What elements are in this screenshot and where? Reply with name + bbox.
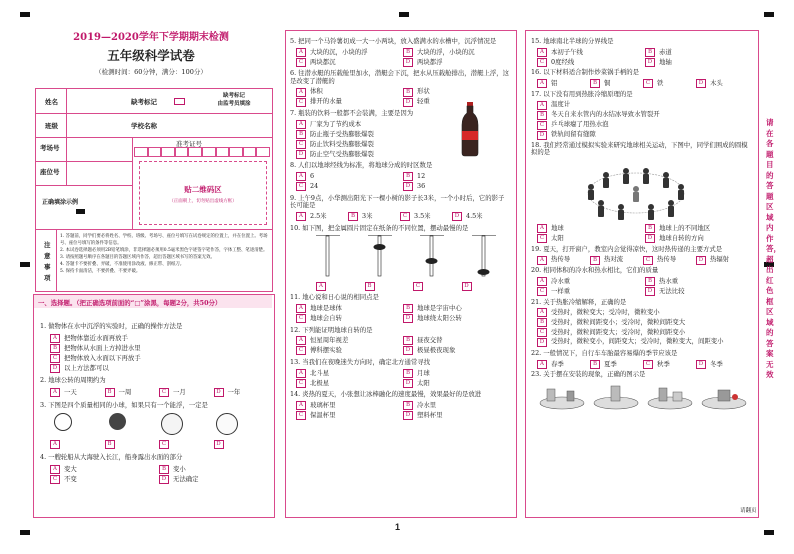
option[interactable]: B 3米 <box>348 212 400 222</box>
option[interactable]: A 变大 <box>50 464 159 474</box>
option[interactable]: A 大块的沉，小块的浮 <box>296 47 403 57</box>
question-22: 22. 一般情况下，自行车车胎最容易爆的季节应该是 <box>531 348 678 357</box>
option[interactable]: C 防止饮料受热膨胀爆裂 <box>296 139 510 149</box>
option[interactable]: D 一年 <box>214 388 269 398</box>
fill-example-label: 正确填涂示例 <box>42 199 79 206</box>
option[interactable]: C 排开的水量 <box>296 97 403 107</box>
option[interactable]: D <box>214 439 269 449</box>
pendulum-d-icon <box>472 235 496 276</box>
option[interactable]: A 厂家为了节约成本 <box>296 119 510 129</box>
question-block <box>290 38 510 421</box>
question-2: 2. 地球公转的周期约为 <box>40 376 106 385</box>
option[interactable]: C 秋季 <box>643 359 696 369</box>
option[interactable]: D 4.5米 <box>452 212 504 222</box>
section-1-heading: 一、选择题。（把正确选项前面的“□”涂黑，每题2分，共50分） <box>38 299 222 307</box>
barcode-note: （正面朝上，切勿贴出虚线方框） <box>169 199 237 204</box>
notice-item: 3. 请按照题号顺序在各题目的答题区域内作答，超出答题区域书写的答案无效。 <box>60 255 215 260</box>
question-block <box>40 323 268 484</box>
option[interactable]: B <box>365 281 414 291</box>
option[interactable]: B 一周 <box>105 388 160 398</box>
registration-mark <box>20 262 30 267</box>
option[interactable]: D 防止空气受热膨胀爆裂 <box>296 149 510 159</box>
option[interactable]: A 热传导 <box>537 255 590 265</box>
option[interactable]: B 夏季 <box>590 359 643 369</box>
exam-room-field[interactable] <box>67 139 127 159</box>
option[interactable]: B 热水重 <box>645 277 753 287</box>
question-block <box>531 38 753 411</box>
registration-mark <box>20 12 30 17</box>
question-3: 3. 下图是四个质量相同的小球，如果只有一个能浮，一定是 <box>40 400 208 409</box>
option[interactable]: D 地球绕太阳公转 <box>403 314 510 324</box>
option[interactable]: D 无法确定 <box>159 474 268 484</box>
option[interactable]: C 北极星 <box>296 378 403 388</box>
question-6: 6. 往潜水艇的压载舱里加水，潜艇会下沉，把水从压载舱排出，潜艇上浮，这是改变了潜艇的 <box>290 69 510 85</box>
exam-time-info: （检测时间：60分钟，满分：100分） <box>95 68 207 76</box>
ball-c-icon <box>161 413 183 435</box>
option[interactable]: C <box>413 281 462 291</box>
question-14: 14. 炎热的夏天，小张想让冰棒融化的速度最慢，效果最好的是放进 <box>290 390 482 399</box>
option[interactable]: C 0度经线 <box>537 57 645 67</box>
question-23: 23. 关于摆在安装的现象，正确的图示是 <box>531 370 646 379</box>
option[interactable]: C 受热时，微粒间距变大；受冷时，微粒间距变小 <box>537 328 753 338</box>
notice-label: 注意事项 <box>44 241 51 282</box>
exam-room-label: 考场号 <box>40 144 60 152</box>
option[interactable]: C 把物体放入水面以下再放手 <box>50 353 268 363</box>
class-field[interactable] <box>67 115 127 135</box>
option[interactable]: D 塑料杯里 <box>403 411 510 421</box>
option[interactable]: D 极昼极夜现象 <box>403 346 510 356</box>
option[interactable]: B 变小 <box>159 464 268 474</box>
ball-d-icon <box>216 413 238 435</box>
option[interactable]: C 傅科摆实验 <box>296 346 403 356</box>
option[interactable]: A <box>316 281 365 291</box>
question-17: 17. 以下没有用到热胀冷缩原理的是 <box>531 89 633 98</box>
experiment-b-icon <box>591 383 641 411</box>
question-16: 16. 以下材料适合制作炒菜锅手柄的是 <box>531 68 640 77</box>
option[interactable]: B <box>105 439 160 449</box>
experiment-d-icon <box>699 383 749 411</box>
barcode-label: 贴二维码区 <box>184 185 222 194</box>
option[interactable]: A <box>50 439 105 449</box>
question-1: 1. 做物体在水中沉浮的实验时，正确的操作方法是 <box>40 322 183 330</box>
registration-mark <box>20 530 30 535</box>
option[interactable]: D 受热时，微粒变小，间距变大；受冷时，微粒变大，间距变小 <box>537 338 753 348</box>
option[interactable]: B 地球上的不同地区 <box>645 224 753 234</box>
option[interactable]: C 乒乓球瘪了用热水泡 <box>537 120 753 130</box>
exam-header <box>30 28 272 76</box>
question-10: 10. 如下图，把金属圆片固定在纸条的不同位置，摆动最慢的是 <box>290 223 469 232</box>
option[interactable]: D <box>462 281 511 291</box>
option[interactable]: B 冬天自来水管内的水结冰导致水管裂开 <box>537 110 753 120</box>
option[interactable]: D 轻重 <box>403 97 510 107</box>
question-4: 4. 一艘轮船从大海驶入长江，船身露出水面的部分 <box>40 453 183 462</box>
ball-b-icon <box>109 413 126 430</box>
option[interactable]: B 月球 <box>403 368 510 378</box>
option[interactable]: D 冬季 <box>696 359 749 369</box>
notice-item: 5. 保持卡面清洁，不要折叠、不要弄破。 <box>60 269 141 274</box>
option[interactable]: D 无法比较 <box>645 287 753 297</box>
option[interactable]: C 不变 <box>50 474 159 484</box>
question-21: 21. 关于热胀冷缩解释，正确的是 <box>531 297 627 306</box>
option[interactable]: A 恒星周年视差 <box>296 336 403 346</box>
option[interactable]: B 赤道 <box>645 47 753 57</box>
option[interactable]: B 形状 <box>403 87 510 97</box>
option[interactable]: B 受热时，微粒间距变小；受冷时，微粒间距变大 <box>537 318 753 328</box>
ball-a-icon <box>54 413 72 431</box>
notice-items <box>60 233 268 275</box>
option[interactable]: C 一样重 <box>537 287 645 297</box>
page-number: 1 <box>395 522 401 532</box>
option[interactable]: D 地轴 <box>645 57 753 67</box>
exam-subtitle: 五年级科学试卷 <box>107 48 195 63</box>
question-13: 13. 当我们在夜晚迷失方向时，确定北方通常寻找 <box>290 357 431 366</box>
option[interactable]: A 春季 <box>537 359 590 369</box>
question-19: 19. 夏天，打开窗户，教室内会觉得凉快，这时热传递的主要方式是 <box>531 244 723 253</box>
option[interactable]: B 热对流 <box>590 255 643 265</box>
registration-mark <box>764 530 774 535</box>
bottle-icon <box>458 101 482 157</box>
pendulum-figures <box>296 235 506 279</box>
absent-note-2: 由监考员填涂 <box>217 101 251 107</box>
option[interactable]: C 铁 <box>643 79 696 89</box>
option[interactable]: C 热传导 <box>643 255 696 265</box>
option[interactable]: A 本初子午线 <box>537 47 645 57</box>
option[interactable]: B 冷水里 <box>403 401 510 411</box>
option[interactable]: D 热辐射 <box>696 255 749 265</box>
barcode-area <box>139 161 267 225</box>
pendulum-a-icon <box>316 235 340 276</box>
option[interactable]: A 受热时，微粒变大；受冷时，微粒变小 <box>537 308 753 318</box>
pendulum-b-icon <box>368 235 392 276</box>
option[interactable]: B 把物体从水面上方掉进水里 <box>50 343 268 353</box>
question-12: 12. 下列能证明地球自转的是 <box>290 325 373 334</box>
option[interactable]: C 24 <box>296 182 403 192</box>
option[interactable]: A 温度计 <box>537 100 753 110</box>
children-circle-figure <box>571 161 701 221</box>
option[interactable]: D 36 <box>403 182 510 192</box>
seat-field[interactable] <box>67 163 127 183</box>
option[interactable]: B 12 <box>403 172 510 182</box>
notice-item: 4. 答题卡不要折叠、弄破，不准使用涂改液、修正带、刮纸刀。 <box>60 262 185 267</box>
option[interactable]: C 保温杯里 <box>296 411 403 421</box>
option[interactable]: A 铝 <box>537 79 590 89</box>
notice-box <box>35 229 273 292</box>
absent-label: 缺考标记 <box>131 98 157 106</box>
option[interactable]: A 2.5米 <box>296 212 348 222</box>
class-label: 班级 <box>45 122 58 130</box>
question-8: 8. 人们以地球经线为标准，将地球分成的时区数是 <box>290 161 433 170</box>
option[interactable]: B 昼夜交替 <box>403 336 510 346</box>
option[interactable]: A 体积 <box>296 87 403 97</box>
option[interactable]: C 地球会自转 <box>296 314 403 324</box>
option[interactable]: A 地球 <box>537 224 645 234</box>
option[interactable]: C 两块都沉 <box>296 57 403 67</box>
option[interactable]: D 地球自转的方向 <box>645 234 753 244</box>
next-page-note: 请翻页 <box>740 508 757 514</box>
option[interactable]: D 以上方法都可以 <box>50 363 268 373</box>
question-18: 18. 我们经常通过模拟实验来研究地球相关运动，下图中，同学们围成的圆模拟的是 <box>531 141 748 157</box>
student-info-table <box>35 88 273 230</box>
side-warning-note: 请在各题目的答题区域内作答，超出红色框区域的答案无效 <box>766 118 781 379</box>
option[interactable]: D 铁轨间留有缝隙 <box>537 130 753 140</box>
pendulum-c-icon <box>420 235 444 276</box>
option[interactable]: D 太阳 <box>403 378 510 388</box>
experiment-c-icon <box>645 383 695 411</box>
option[interactable]: A 把物体靠近水面再放手 <box>50 333 268 343</box>
school-field[interactable] <box>168 115 268 135</box>
absent-note-1: 缺考标记 <box>222 93 245 99</box>
exam-title: 2019—2020学年下学期期末检测 <box>73 32 229 43</box>
question-9: 9. 上午9点，小华测出阳光下一棵小树的影子长3米，一个小时后，它的影子长可能是 <box>290 193 505 210</box>
fill-example-mark <box>76 209 85 214</box>
option[interactable]: B 地球是宇宙中心 <box>403 304 510 314</box>
name-label: 姓名 <box>45 98 58 106</box>
option[interactable]: A 北斗星 <box>296 368 403 378</box>
option[interactable]: B 铜 <box>590 79 643 89</box>
option[interactable]: B 大块的浮，小块的沉 <box>403 47 510 57</box>
question-11: 11. 地心说和日心说的相同点是 <box>290 293 379 302</box>
experiment-figures <box>531 383 753 411</box>
registration-mark <box>764 12 774 17</box>
experiment-a-icon <box>537 383 587 411</box>
seat-label: 座位号 <box>40 168 60 176</box>
school-label: 学校名称 <box>131 122 157 130</box>
option[interactable]: D 两块都浮 <box>403 57 510 67</box>
option[interactable]: C 太阳 <box>537 234 645 244</box>
notice-item: 1. 答题前，同学们要必将姓名、学校、班级、考场号、座位号填写在试卷规定的位置上，并在位置上。考场号、座位号填写的条件等信息。 <box>60 234 268 246</box>
option[interactable]: A 一天 <box>50 388 105 398</box>
admission-label: 准考证号 <box>176 140 202 148</box>
absent-checkbox[interactable] <box>174 98 185 105</box>
registration-mark <box>399 12 409 17</box>
notice-item: 2. 本试卷选择题必须用2B铅笔填涂，非选择题必须用0.5毫米黑色字迹签字笔作答，字体工整、笔迹清楚。 <box>60 248 268 253</box>
option[interactable]: B 防止瓶子受热膨胀爆裂 <box>296 129 510 139</box>
question-5: 5. 把同一个马铃薯切成一大一小两块，放入盛满水的水槽中，沉浮情况是 <box>290 37 497 45</box>
option[interactable]: D 木头 <box>696 79 749 89</box>
option[interactable]: C 一月 <box>159 388 214 398</box>
ball-figures <box>40 413 268 439</box>
option[interactable]: C <box>159 439 214 449</box>
option[interactable]: A 玻璃杯里 <box>296 401 403 411</box>
option[interactable]: A 6 <box>296 172 403 182</box>
question-20: 20. 相同体积的冷水和热水相比，它们的质量 <box>531 266 659 275</box>
name-field[interactable] <box>67 91 127 111</box>
question-7: 7. 瓶装的饮料一般都不会装满，主要是因为 <box>290 109 414 118</box>
option[interactable]: A 地球是球体 <box>296 304 403 314</box>
question-15: 15. 地球南北半球的分界线是 <box>531 37 614 45</box>
admission-number-boxes[interactable] <box>134 147 270 157</box>
option[interactable]: C 3.5米 <box>400 212 452 222</box>
option[interactable]: A 冷水重 <box>537 277 645 287</box>
